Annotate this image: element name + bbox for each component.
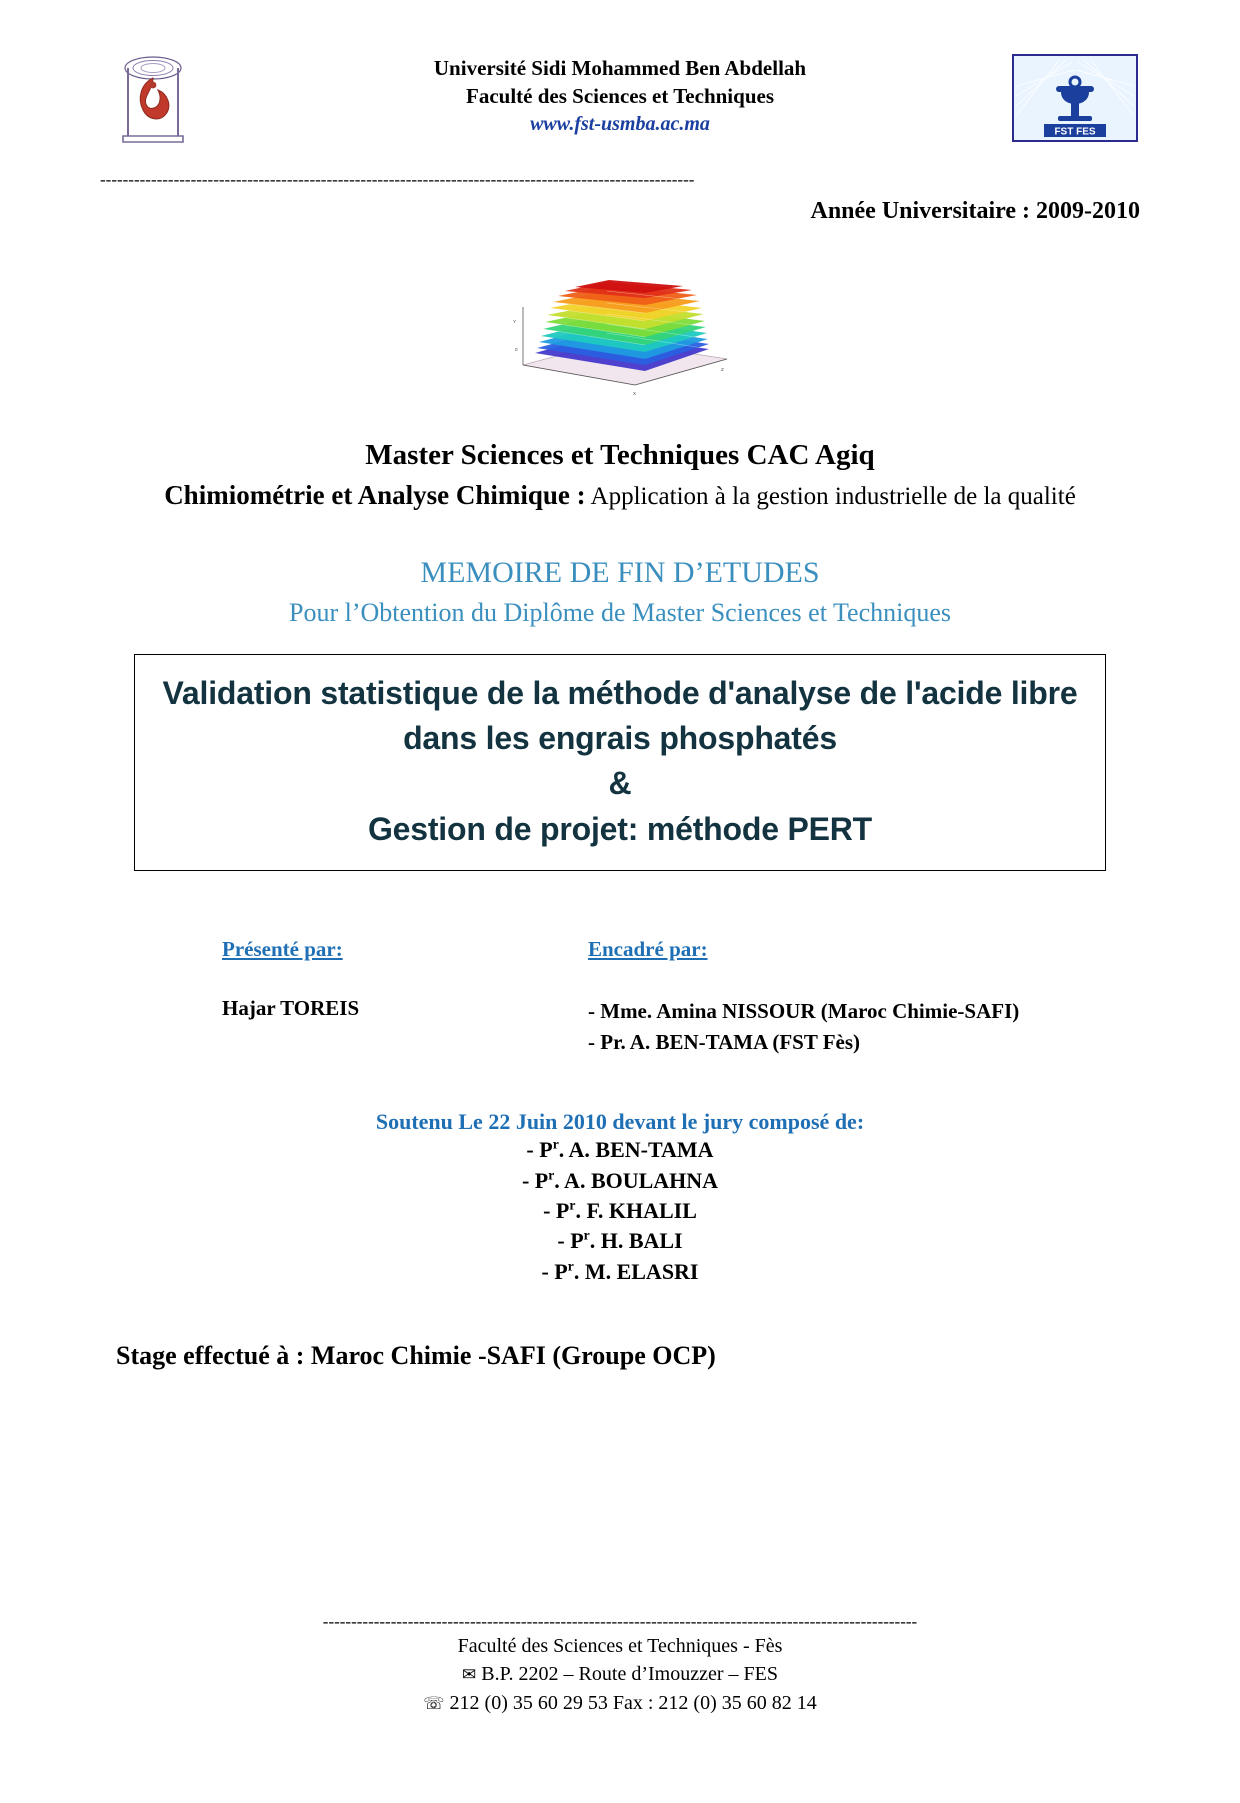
page-footer: [0, 1612, 1240, 1717]
jury-member: [0, 1257, 1240, 1287]
jury-member-sup: r: [552, 1136, 559, 1152]
mail-icon: ✉: [462, 1665, 477, 1685]
jury-member-sup: r: [567, 1258, 574, 1274]
header-titles: [100, 48, 1140, 138]
supervisor-1: - Mme. Amina NISSOUR (Maroc Chimie-SAFI): [588, 999, 1020, 1024]
document-type-line1: MEMOIRE DE FIN D’ETUDES: [420, 555, 820, 589]
supervisor-2: - Pr. A. BEN-TAMA (FST Fès): [588, 1029, 861, 1054]
svg-text:X: X: [633, 391, 637, 396]
faculty-name: Faculté des Sciences et Techniques: [466, 84, 774, 109]
jury-member-prefix: - P: [541, 1258, 568, 1284]
svg-text:FST FES: FST FES: [1054, 126, 1096, 138]
footer-divider: ---------------------------------------------------------------------------------------------------------: [322, 1611, 918, 1631]
jury-member: [0, 1226, 1240, 1256]
supervised-by-column: [588, 937, 1108, 1057]
jury-member-prefix: - P: [557, 1228, 584, 1254]
3d-surface-plot: [495, 253, 745, 401]
people-section: [0, 937, 1240, 1087]
university-name: Université Sidi Mohammed Ben Abdellah: [433, 56, 807, 80]
footer-phone: [0, 1689, 1240, 1717]
program-specialty: [100, 478, 1140, 514]
thesis-title-line-1: Validation statistique de la méthode d'analyse de l'acide libre: [162, 674, 1078, 711]
jury-member-name: . A. BEN-TAMA: [558, 1137, 714, 1163]
jury-member-prefix: - P: [543, 1197, 570, 1223]
telephone-icon: ☏: [423, 1693, 445, 1713]
jury-member-name: . M. ELASRI: [573, 1258, 699, 1284]
program-specialty-rest: Application à la gestion industrielle de la qualité: [585, 483, 1076, 510]
thesis-title-line-4: Gestion de projet: méthode PERT: [367, 810, 873, 847]
jury-member-sup: r: [583, 1228, 590, 1243]
page-header: [100, 48, 1140, 168]
footer-faculty: Faculté des Sciences et Techniques - Fès: [457, 1634, 783, 1657]
fst-fes-logo: [1012, 54, 1138, 142]
jury-member-sup: r: [569, 1197, 576, 1213]
footer-address-text: B.P. 2202 – Route d’Imouzzer – FES: [481, 1663, 778, 1686]
jury-member-prefix: - P: [526, 1137, 553, 1163]
jury-member: [0, 1135, 1240, 1165]
presented-by-column: [222, 937, 542, 1021]
footer-address: [0, 1660, 1240, 1688]
jury-heading: Soutenu Le 22 Juin 2010 devant le jury composé de:: [375, 1109, 865, 1135]
thesis-title-line-3: &: [608, 765, 632, 802]
presented-by-label: Présenté par:: [222, 937, 343, 962]
usmba-crest-logo: [110, 52, 196, 144]
svg-text:Y: Y: [513, 319, 517, 324]
document-type-line2: Pour l’Obtention du Diplôme de Master Sciences et Techniques: [289, 597, 951, 627]
document-page: [0, 48, 1240, 1803]
thesis-title-box: [134, 654, 1106, 872]
student-name: Hajar TOREIS: [222, 996, 360, 1021]
svg-text:Z: Z: [721, 367, 724, 372]
program-specialty-bold: Chimiométrie et Analyse Chimique :: [164, 480, 586, 510]
jury-member-sup: r: [548, 1167, 555, 1183]
jury-member-prefix: - P: [521, 1167, 549, 1193]
program-title: Master Sciences et Techniques CAC Agiq: [365, 439, 875, 471]
jury-member: [0, 1196, 1240, 1226]
academic-year: Année Universitaire : 2009-2010: [810, 198, 1140, 224]
internship-line: Stage effectué à : Maroc Chimie -SAFI (Groupe OCP): [116, 1341, 716, 1371]
figure-container: [0, 253, 1240, 401]
footer-phone-text: 212 (0) 35 60 29 53 Fax : 212 (0) 35 60 82 14: [449, 1691, 817, 1714]
jury-member-name: . A. BOULAHNA: [554, 1167, 719, 1193]
header-divider: ---------------------------------------------------------------------------------------------------------: [100, 170, 695, 189]
supervised-by-label: Encadré par:: [588, 937, 708, 962]
jury-member: [0, 1166, 1240, 1196]
jury-member-name: . H. BALI: [589, 1228, 683, 1254]
svg-text:0: 0: [515, 347, 518, 352]
jury-section: [0, 1109, 1240, 1287]
thesis-title-line-2: dans les engrais phosphatés: [403, 719, 837, 756]
jury-member-name: . F. KHALIL: [575, 1197, 697, 1223]
website-link[interactable]: www.fst-usmba.ac.ma: [530, 112, 710, 135]
